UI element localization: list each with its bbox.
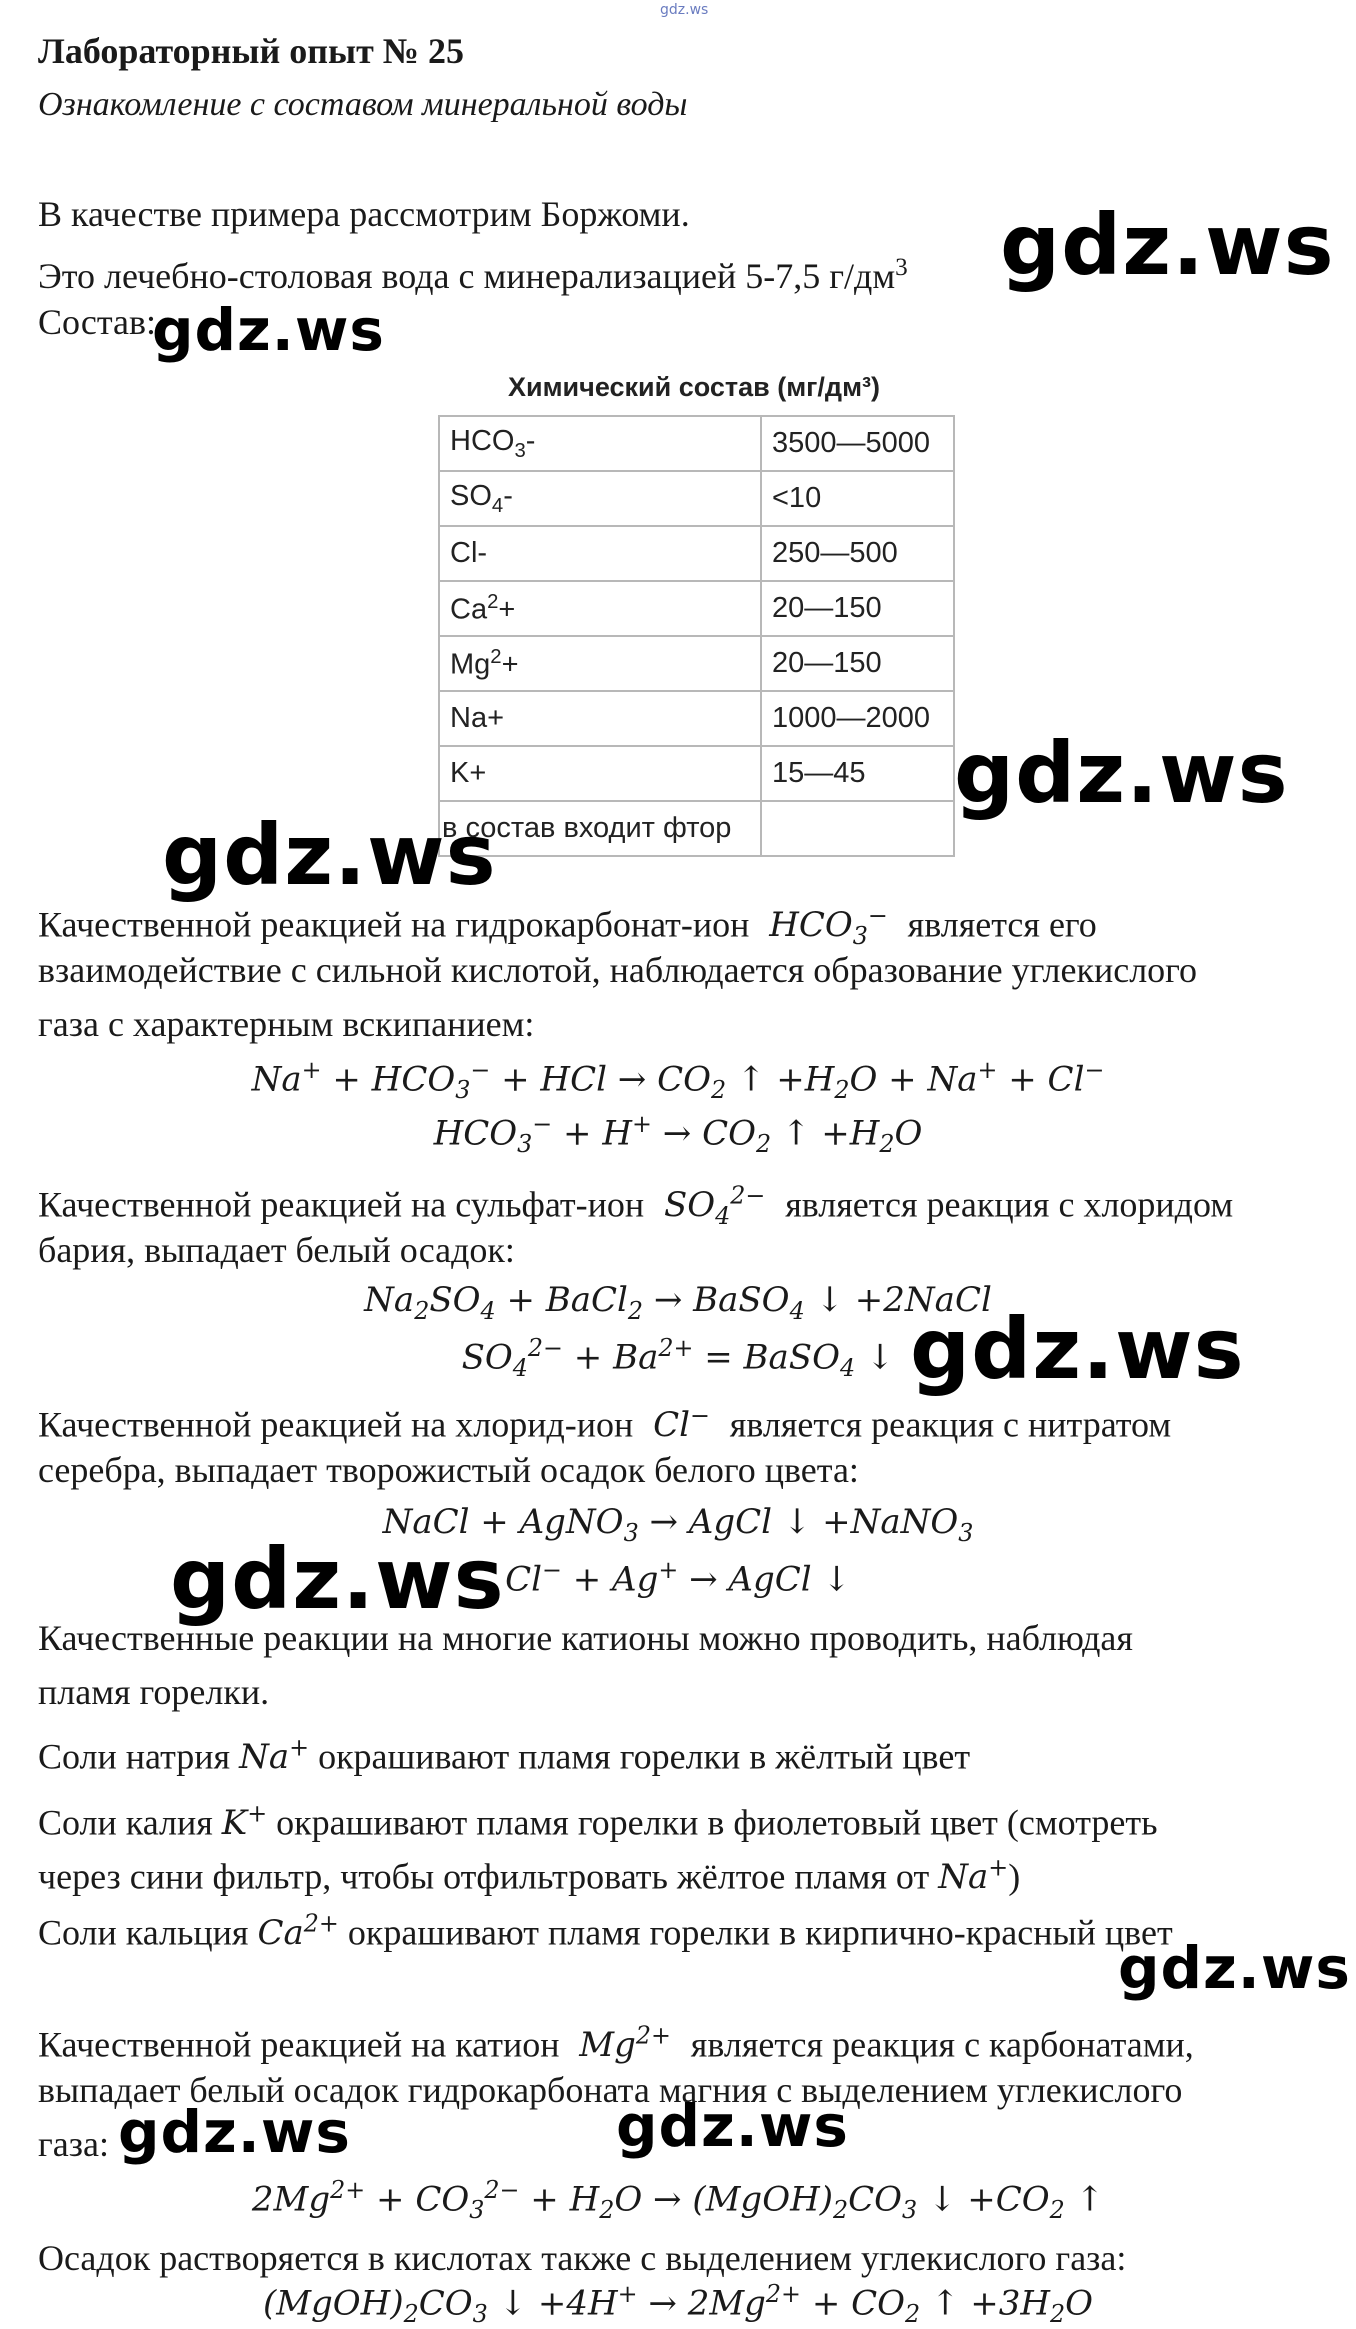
table-cell-ion: $Mg^2+$ (439, 636, 761, 691)
flame-ca-a: Соли кальция (38, 1912, 249, 1953)
intro-line-1: В качестве примера рассмотрим Боржоми. (38, 194, 690, 234)
watermark: gdz.ws (118, 2098, 351, 2166)
table-cell-value: 3500—5000 (761, 416, 954, 471)
table-cell-value: 1000—2000 (761, 691, 954, 746)
table-cell-value: 15—45 (761, 746, 954, 801)
cl-line-1a: Качественной реакцией на хлорид-ион (38, 1404, 634, 1445)
flame-ca-b: окрашивают пламя горелки в кирпично-красный цвет (347, 1912, 1173, 1953)
mg-line-2: выпадает белый осадок гидрокарбоната магния с выделением углекислого (38, 2070, 1183, 2110)
flame-line-2: пламя горелки. (38, 1672, 270, 1712)
table-row (439, 746, 954, 801)
table-cell-ion: Na+ (439, 691, 761, 746)
formula-cl: Cl− (642, 1402, 710, 1446)
hco3-line-1b: является его (907, 904, 1097, 945)
flame-na-a: Соли натрия (38, 1736, 231, 1777)
watermark: gdz.ws (152, 296, 385, 364)
table-row (439, 581, 954, 636)
table-cell-value: <10 (761, 471, 954, 526)
formula-so4: $SO_4^{2-}$ (653, 1182, 766, 1231)
table-cell-value: 20—150 (761, 581, 954, 636)
watermark: gdz.ws (910, 1300, 1245, 1398)
equation-mg-2: $(MgOH)_2CO_3$ ↓ $+4H^+ \to 2Mg^{2+} + CO_2$ ↑ $+3H_2O$ (262, 2280, 1094, 2329)
table-cell-ion: $SO_4-$ (439, 471, 761, 526)
equation-mg-1: $2Mg^{2+} + CO_3^{2-} + H_2O$ → $(MgOH)_2CO_3$ ↓ $+CO_2$ ↑ (251, 2176, 1105, 2225)
intro-line-3: Состав: (38, 302, 157, 342)
formula-na: Na+ (239, 1734, 310, 1778)
table-caption: Химический состав (мг/дм³) (507, 372, 881, 402)
flame-k-line-1 (38, 1788, 1158, 1849)
table-cell-value: 250—500 (761, 526, 954, 581)
table-row (439, 471, 954, 526)
flame-k-b: окрашивают пламя горелки в фиолетовый цвет (смотреть (276, 1802, 1158, 1843)
formula-hco3: $HCO_3^-$ (758, 902, 888, 951)
table-row (439, 691, 954, 746)
formula-k: K+ (221, 1800, 268, 1844)
table-row (439, 636, 954, 691)
flame-k-a: Соли калия (38, 1802, 213, 1843)
so4-line-2: бария, выпадает белый осадок: (38, 1230, 515, 1270)
table-row (439, 526, 954, 581)
flame-na-line (38, 1722, 970, 1783)
top-watermark: gdz.ws (660, 2, 709, 18)
hco3-line-1a: Качественной реакцией на гидрокарбонат-ион (38, 904, 750, 945)
so4-line-1a: Качественной реакцией на сульфат-ион (38, 1184, 645, 1225)
equation-cl-2: Cl− + Ag+ → AgCl ↓ (505, 1556, 851, 1600)
cl-line-1b: является реакция с нитратом (729, 1404, 1172, 1445)
mg-line-4: Осадок растворяется в кислотах также с выделением углекислого газа: (38, 2238, 1127, 2278)
mg-line-1 (38, 2010, 1194, 2071)
equation-cl-1: NaCl + AgNO$_3$ → AgCl ↓ +NaNO$_3$ (382, 1502, 974, 1547)
intro-line-2-text: Это лечебно-столовая вода с минерализацией 5-7,5 г/дм (38, 256, 896, 296)
watermark: gdz.ws (616, 2092, 849, 2160)
formula-na-2: Na+ (938, 1854, 1009, 1898)
intro-line-2 (38, 242, 908, 302)
table-cell-ion: в состав входит фтор (439, 801, 761, 856)
table-cell-ion: Cl- (439, 526, 761, 581)
cl-line-2: серебра, выпадает творожистый осадок белого цвета: (38, 1450, 859, 1490)
page-title: Лабораторный опыт № 25 (38, 31, 464, 71)
table-row (439, 801, 954, 856)
table-cell-value: 20—150 (761, 636, 954, 691)
flame-ca-line (38, 1898, 1173, 1959)
intro-line-2-sup: 3 (895, 254, 908, 281)
watermark: gdz.ws (162, 806, 497, 904)
cl-line-1 (38, 1390, 1171, 1451)
mg-line-1b: является реакция с карбонатами, (690, 2024, 1194, 2065)
flame-k-line-2 (38, 1842, 1020, 1903)
formula-ca: $Ca^{2+}$ (257, 1910, 339, 1954)
equation-so4-1: $Na_2SO_4$ + BaCl$_2$ → BaSO$_4$ ↓ +2NaCl (364, 1280, 992, 1325)
mg-line-3: газа: (38, 2124, 109, 2164)
watermark: gdz.ws (954, 724, 1289, 822)
mg-line-1a: Качественной реакцией на катион (38, 2024, 560, 2065)
equation-so4-2: $SO_4^{2-} + Ba^{2+}$ = BaSO$_4$ ↓ (461, 1334, 895, 1383)
formula-mg: $Mg^{2+}$ (568, 2022, 671, 2066)
watermark: gdz.ws (1118, 1934, 1351, 2002)
hco3-line-3: газа с характерным вскипанием: (38, 1004, 535, 1044)
flame-k-d: ) (1008, 1856, 1021, 1897)
watermark: gdz.ws (170, 1530, 505, 1628)
equation-hco3-1: $Na^+ + HCO_3^-$ + HCl → $CO_2$ ↑ $+H_2O + Na^+ + Cl^-$ (251, 1056, 1105, 1105)
composition-table (438, 415, 955, 857)
so4-line-1b: является реакция с хлоридом (785, 1184, 1234, 1225)
flame-k-c: через сини фильтр, чтобы отфильтровать жёлтое пламя от (38, 1856, 930, 1897)
table-cell-ion: $Ca^2+$ (439, 581, 761, 636)
flame-na-b: окрашивают пламя горелки в жёлтый цвет (318, 1736, 971, 1777)
table-cell-ion: K+ (439, 746, 761, 801)
table-cell-ion: $HCO_3-$ (439, 416, 761, 471)
watermark: gdz.ws (1000, 196, 1335, 294)
table-cell-value (761, 801, 954, 856)
table-row (439, 416, 954, 471)
page-subtitle: Ознакомление с составом минеральной воды (38, 86, 688, 123)
hco3-line-2: взаимодействие с сильной кислотой, наблюдается образование углекислого (38, 950, 1198, 990)
flame-line-1: Качественные реакции на многие катионы можно проводить, наблюдая (38, 1618, 1133, 1658)
equation-hco3-2: $HCO_3^- + H^+ \to CO_2$ ↑ $+H_2O$ (433, 1110, 923, 1159)
